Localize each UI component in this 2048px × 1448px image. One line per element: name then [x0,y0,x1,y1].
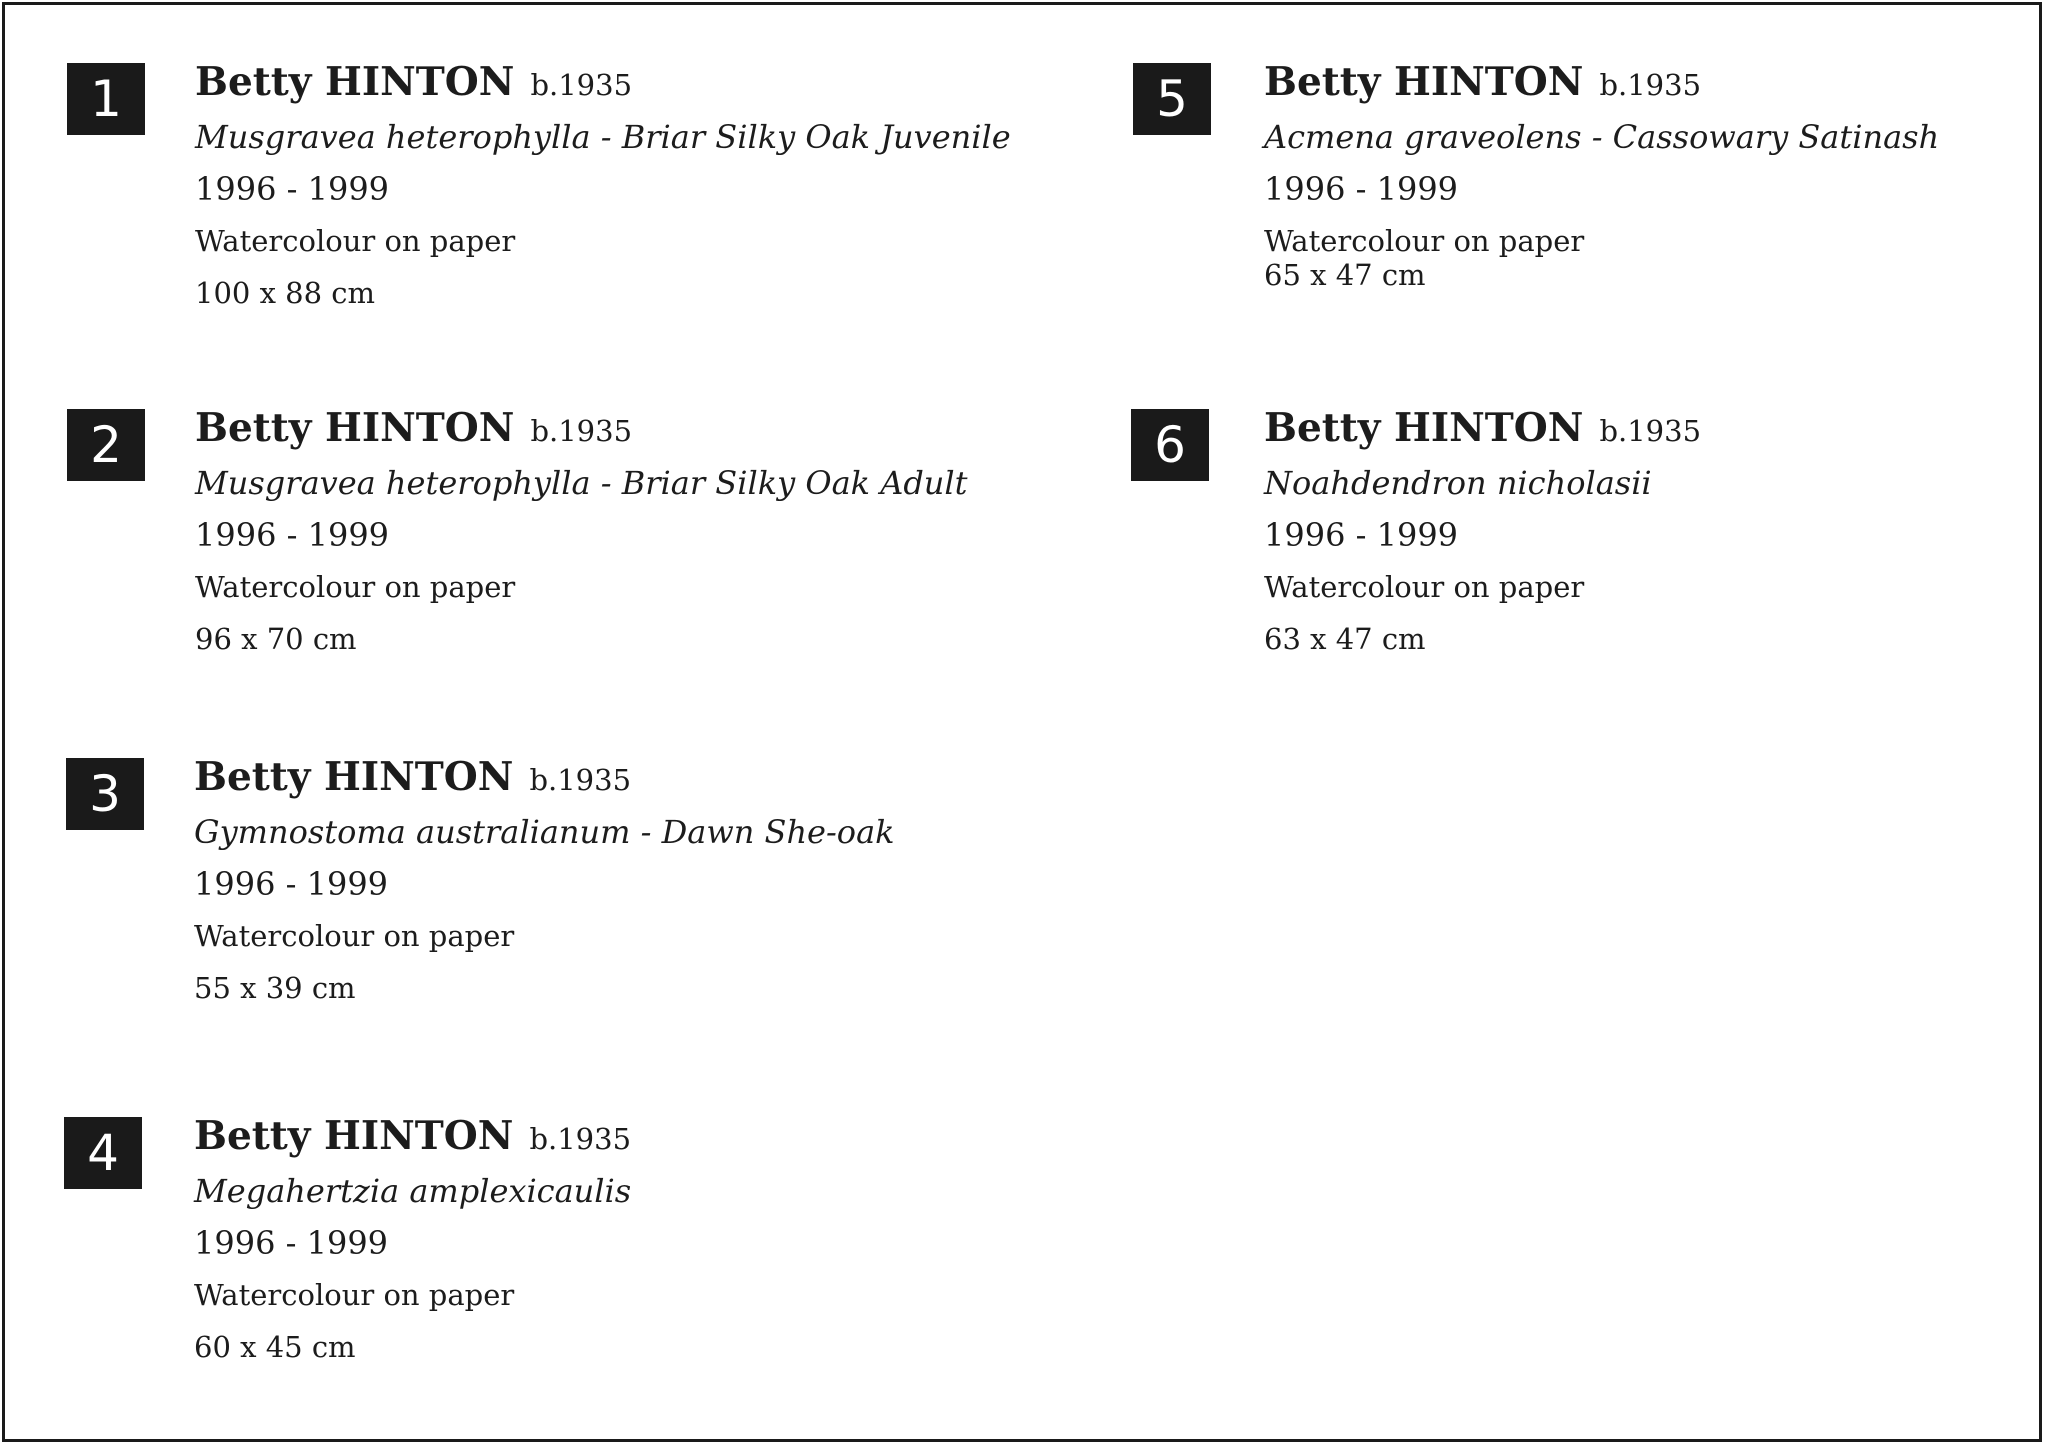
artist-name: Betty HINTON [1264,405,1584,451]
artist-birth-year: b.1935 [530,68,633,102]
artwork-medium: Watercolour on paper [195,224,516,258]
entry-heading [1264,405,2048,457]
entry-number-badge: 2 [67,409,145,481]
artwork-title: Megahertzia amplexicaulis [194,1172,632,1210]
artwork-medium: Watercolour on paper [194,1278,515,1312]
entry-details [1264,59,2048,299]
entry-details [194,1113,1074,1373]
entry-number-badge: 6 [1131,409,1209,481]
artwork-years: 1996 - 1999 [1264,170,1459,208]
entry-heading [194,1113,1074,1165]
artwork-medium: Watercolour on paper [194,919,515,953]
artist-name: Betty HINTON [194,1113,514,1159]
entry-heading [194,754,1074,806]
artwork-years: 1996 - 1999 [194,865,389,903]
entry-number-badge: 3 [66,758,144,830]
artwork-title: Acmena graveolens - Cassowary Satinash [1264,118,1940,156]
artwork-dimensions: 96 x 70 cm [195,622,357,656]
entry-heading [1264,59,2048,111]
artwork-title: Musgravea heterophylla - Briar Silky Oak Juvenile [195,118,1011,156]
artist-name: Betty HINTON [195,405,515,451]
artwork-dimensions: 65 x 47 cm [1264,258,1426,292]
entry-details [194,754,1074,1014]
artwork-medium: Watercolour on paper [195,570,516,604]
artist-name: Betty HINTON [194,754,514,800]
artwork-title: Noahdendron nicholasii [1264,464,1652,502]
artwork-years: 1996 - 1999 [1264,516,1459,554]
entry-number-badge: 4 [64,1117,142,1189]
artist-name: Betty HINTON [1264,59,1584,105]
artwork-title: Musgravea heterophylla - Briar Silky Oak Adult [195,464,968,502]
artwork-dimensions: 100 x 88 cm [195,276,376,310]
entry-details [195,59,1075,319]
entry-details [1264,405,2048,665]
artwork-medium: Watercolour on paper [1264,570,1585,604]
entry-number-badge: 1 [67,63,145,135]
artist-birth-year: b.1935 [529,763,632,797]
artist-birth-year: b.1935 [529,1122,632,1156]
artwork-title: Gymnostoma australianum - Dawn She-oak [194,813,895,851]
artwork-dimensions: 55 x 39 cm [194,971,356,1005]
artwork-years: 1996 - 1999 [195,516,390,554]
entry-heading [195,59,1075,111]
artwork-years: 1996 - 1999 [194,1224,389,1262]
artist-birth-year: b.1935 [1599,68,1702,102]
artwork-years: 1996 - 1999 [195,170,390,208]
artist-birth-year: b.1935 [1599,414,1702,448]
artwork-medium: Watercolour on paper [1264,224,1585,258]
artwork-dimensions: 60 x 45 cm [194,1330,356,1364]
entry-heading [195,405,1075,457]
artist-birth-year: b.1935 [530,414,633,448]
artist-name: Betty HINTON [195,59,515,105]
artwork-dimensions: 63 x 47 cm [1264,622,1426,656]
entry-number-badge: 5 [1133,63,1211,135]
entry-details [195,405,1075,665]
